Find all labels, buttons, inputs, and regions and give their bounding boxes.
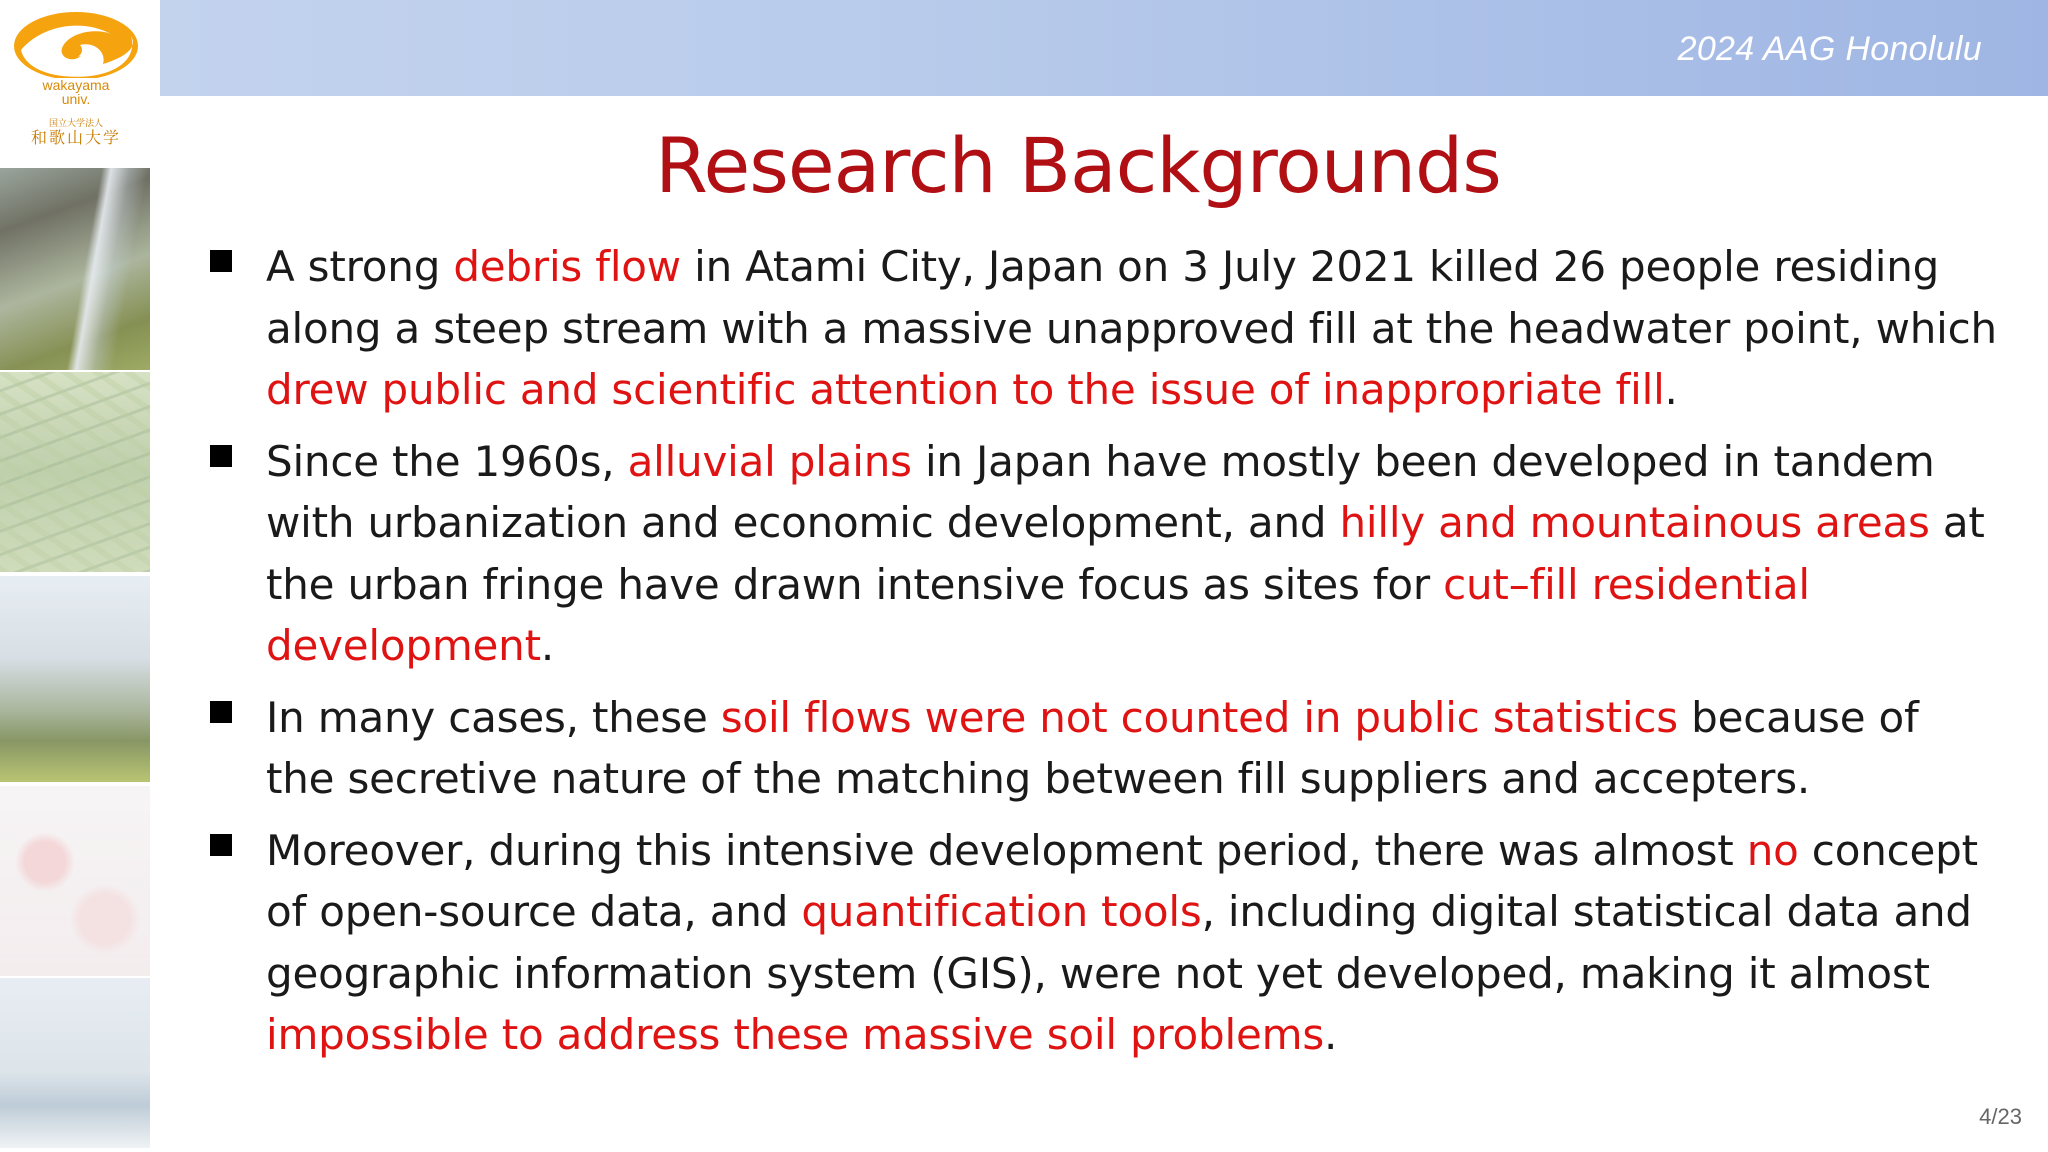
sidebar-fade	[0, 160, 152, 1152]
square-bullet-icon	[210, 445, 232, 467]
header-band	[160, 0, 2048, 96]
bullet-item	[210, 687, 2000, 810]
wave-logo-icon	[11, 6, 141, 78]
body-text: , including digital statistical data and geographic information system (GIS), were not yet developed, making it almost	[266, 887, 1972, 998]
bullet-item	[210, 236, 2000, 421]
square-bullet-icon	[210, 250, 232, 272]
body-text: .	[540, 621, 555, 670]
highlighted-text: drew public and scientific attention to the issue of inappropriate fill	[266, 365, 1665, 414]
square-bullet-icon	[210, 701, 232, 723]
bullet-list	[210, 236, 2000, 1076]
square-bullet-icon	[210, 834, 232, 856]
university-logo	[8, 6, 144, 156]
body-text: at the urban fringe have drawn intensive focus as sites for	[266, 498, 1985, 609]
logo-name-en-1: wakayama	[42, 77, 110, 93]
body-text: A strong	[266, 242, 454, 291]
body-text: in Atami City, Japan on 3 July 2021 killed 26 people residing along a steep stream with a massive unapproved fill at the headwater point, which	[266, 242, 1997, 353]
highlighted-text: alluvial plains	[627, 436, 912, 486]
conference-label: 2024 AAG Honolulu	[1677, 30, 1982, 68]
body-text: Moreover, during this intensive development period, there was almost	[266, 825, 1747, 875]
bullet-item	[210, 820, 2000, 1066]
highlighted-text: impossible to address these massive soil problems	[266, 1010, 1325, 1059]
bullet-text	[266, 693, 1919, 804]
highlighted-text: hilly and mountainous areas	[1339, 498, 1930, 547]
bullet-text	[266, 826, 1978, 1060]
slide-title: Research Backgrounds	[655, 121, 1501, 210]
sidebar	[0, 0, 152, 1152]
body-text: .	[1324, 1010, 1338, 1059]
body-text: concept of open-source data, and	[266, 825, 1978, 936]
highlighted-text: soil flows were not counted in public statistics	[720, 692, 1678, 742]
logo-name-jp: 和歌山大学	[30, 128, 121, 147]
body-text: .	[1664, 365, 1678, 414]
body-text: In many cases, these	[266, 692, 721, 742]
logo-name-jp-small: 国立大学法人	[48, 119, 103, 129]
body-text: in Japan have mostly been developed in tandem with urbanization and economic development, and	[266, 436, 1935, 547]
body-text: Since the 1960s,	[266, 436, 628, 486]
highlighted-text: debris flow	[453, 242, 681, 291]
page-number: 4/23	[1979, 1104, 2022, 1129]
bullet-text	[266, 437, 1985, 671]
highlighted-text: quantification tools	[801, 887, 1202, 936]
bullet-text	[266, 242, 1997, 414]
logo-name-en-2: univ.	[61, 91, 91, 107]
bullet-item	[210, 431, 2000, 677]
highlighted-text: no	[1746, 825, 1799, 875]
body-text: because of the secretive nature of the matching between fill suppliers and accepters.	[266, 692, 1919, 803]
highlighted-text: cut–fill residential development	[266, 559, 1810, 670]
